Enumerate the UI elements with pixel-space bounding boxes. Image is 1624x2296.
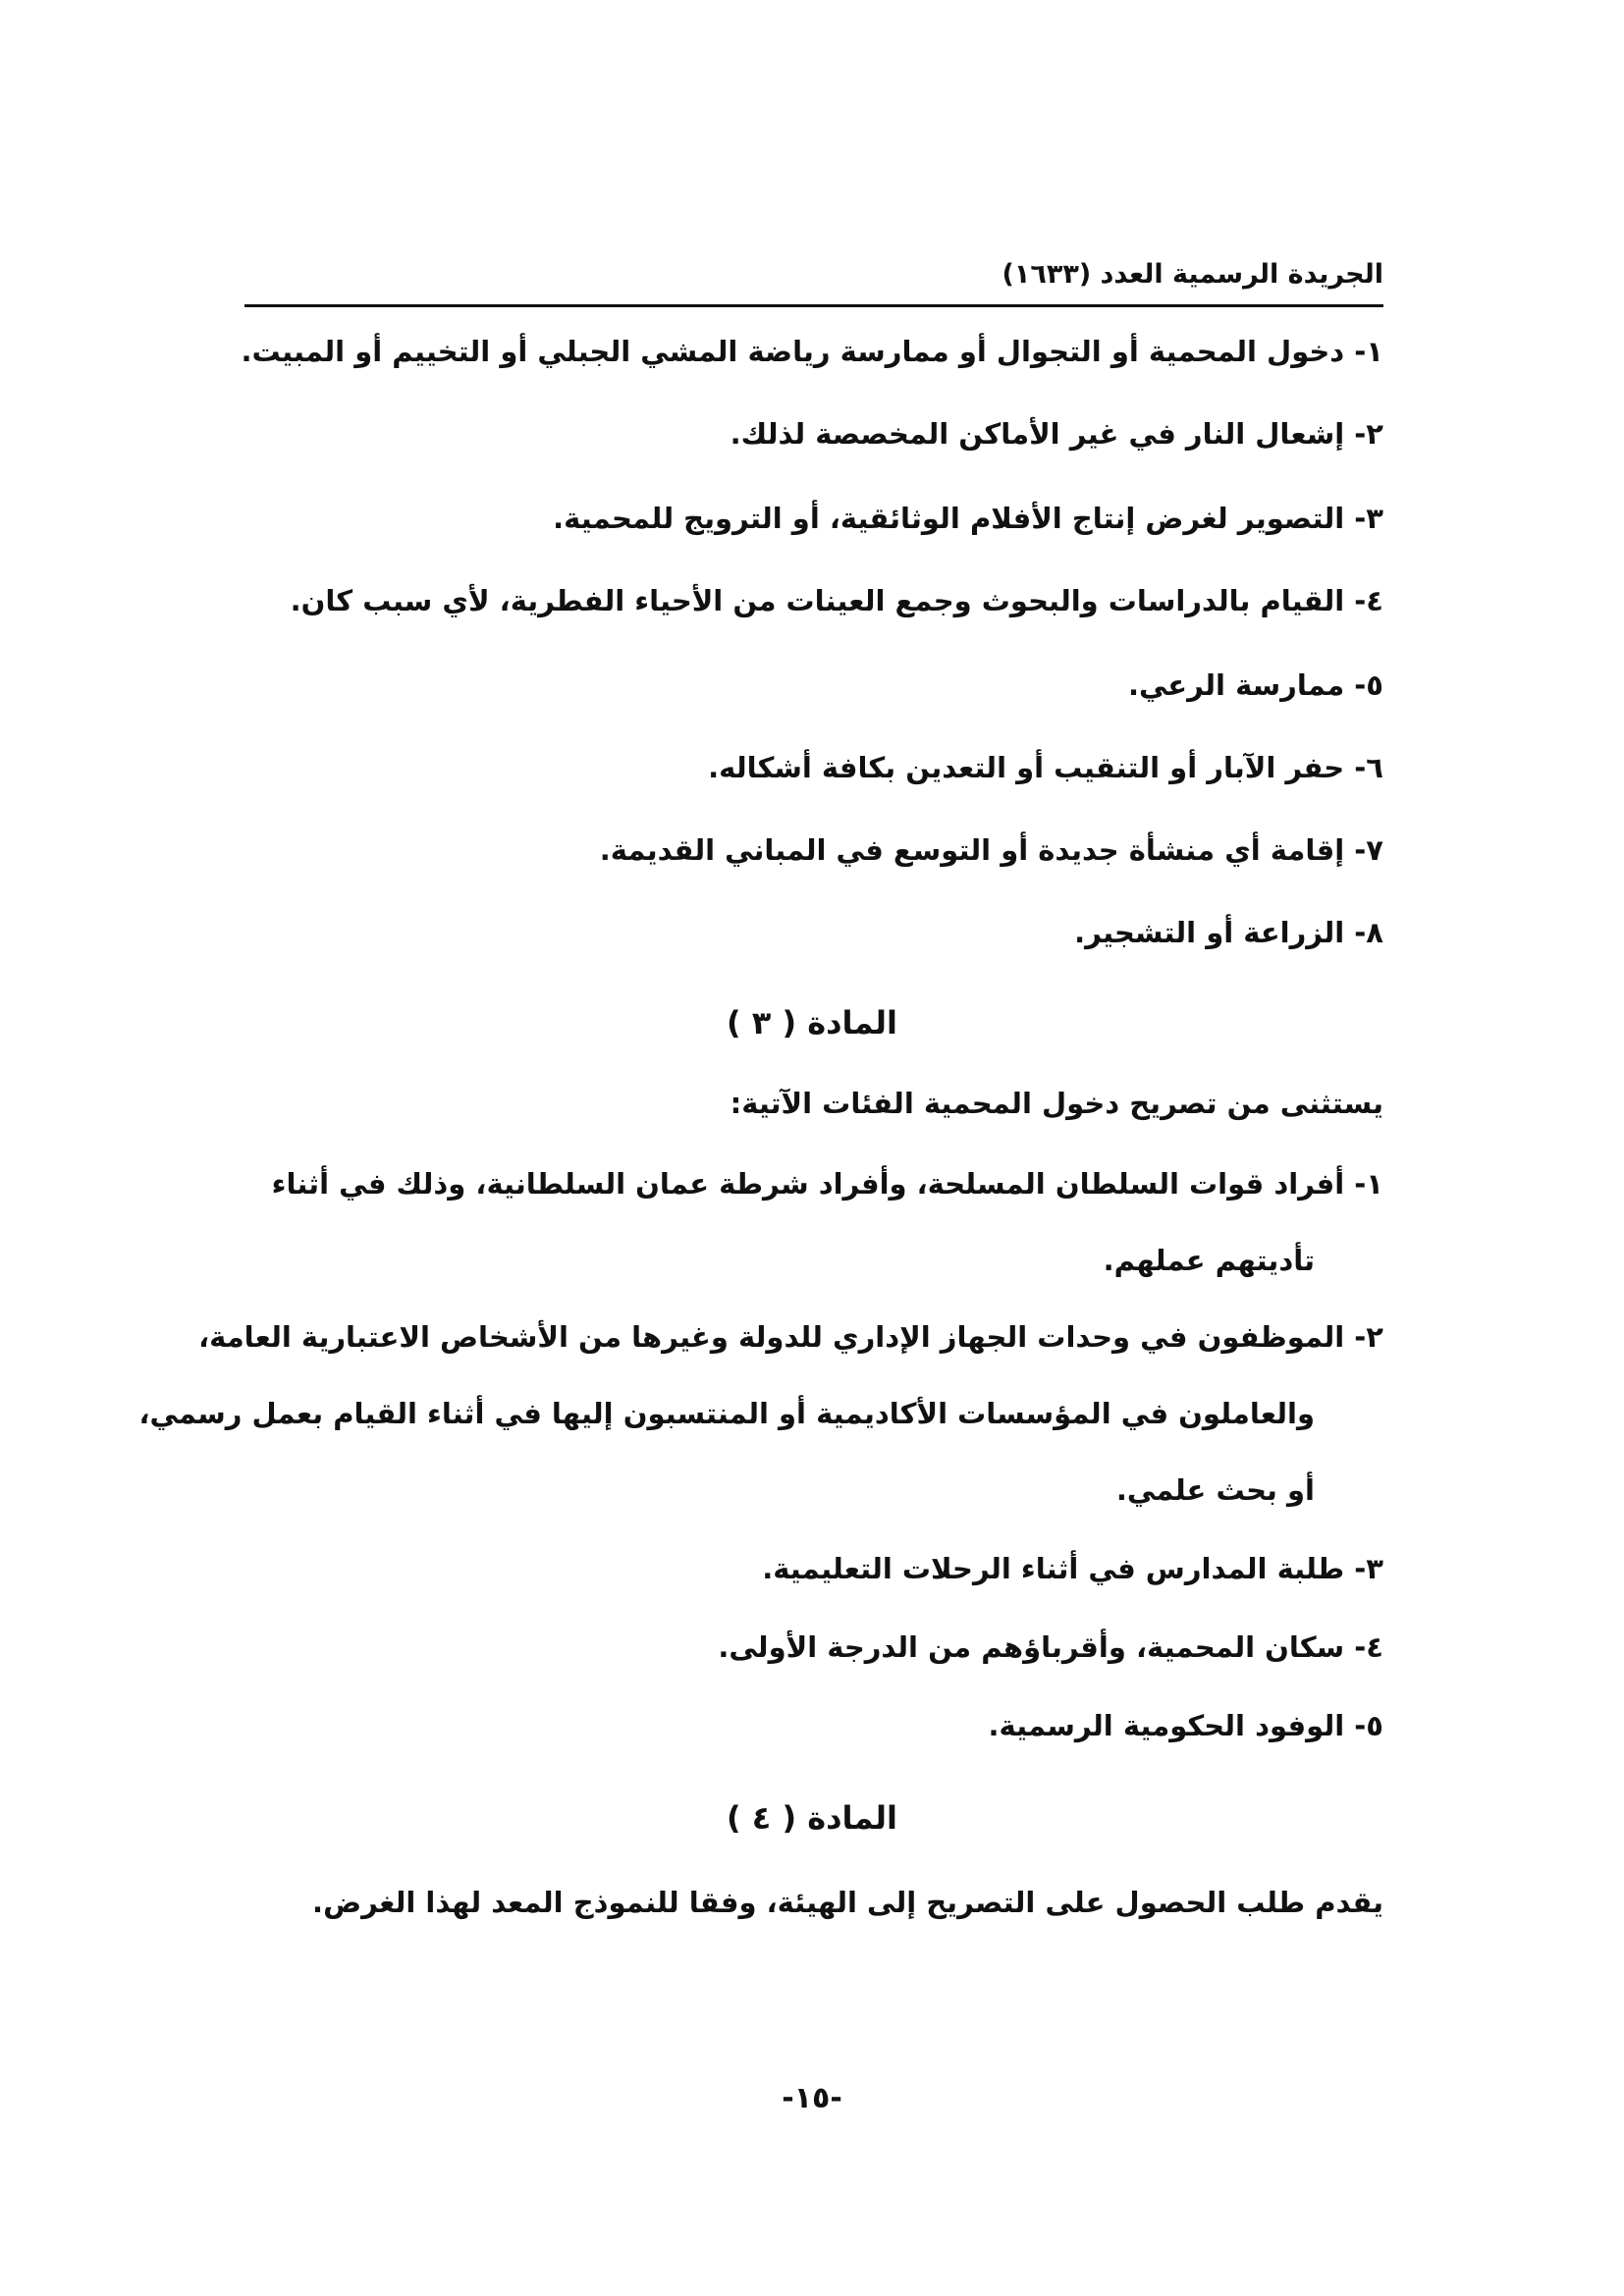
article-4-heading: المادة ( ٤ ) bbox=[727, 1799, 897, 1837]
list-item: ١- دخول المحمية أو التجوال أو ممارسة رياضة المشي الجبلي أو التخييم أو المبيت. bbox=[241, 335, 1383, 368]
list-item: ٦- حفر الآبار أو التنقيب أو التعدين بكافة أشكاله. bbox=[708, 751, 1383, 784]
article-3-intro: يستثنى من تصريح دخول المحمية الفئات الآتية: bbox=[730, 1087, 1383, 1120]
list-item: ٧- إقامة أي منشأة جديدة أو التوسع في المباني القديمة. bbox=[599, 833, 1383, 867]
article-4-text: يقدم طلب الحصول على التصريح إلى الهيئة، وفقا للنموذج المعد لهذا الغرض. bbox=[312, 1886, 1383, 1919]
list-item: ٥- ممارسة الرعي. bbox=[1127, 668, 1383, 702]
header-divider bbox=[244, 304, 1383, 307]
list-item-continuation: والعاملون في المؤسسات الأكاديمية أو المنتسبون إليها في أثناء القيام بعمل رسمي، bbox=[138, 1397, 1315, 1430]
list-item: ٢- الموظفون في وحدات الجهاز الإداري للدولة وغيرها من الأشخاص الاعتبارية العامة، bbox=[198, 1320, 1383, 1354]
list-item: ٣- طلبة المدارس في أثناء الرحلات التعليمية. bbox=[762, 1552, 1383, 1585]
list-item: ٣- التصوير لغرض إنتاج الأفلام الوثائقية، أو الترويج للمحمية. bbox=[553, 502, 1383, 535]
gazette-title: الجريدة الرسمية العدد (١٦٣٣) bbox=[1001, 259, 1383, 290]
list-item-continuation: تأديتهم عملهم. bbox=[1103, 1244, 1315, 1277]
list-item: ٢- إشعال النار في غير الأماكن المخصصة لذلك. bbox=[730, 417, 1383, 451]
page-header bbox=[244, 257, 1383, 306]
list-item: ٥- الوفود الحكومية الرسمية. bbox=[988, 1709, 1383, 1742]
page-number: -١٥- bbox=[782, 2081, 842, 2115]
list-item: ٤- القيام بالدراسات والبحوث وجمع العينات من الأحياء الفطرية، لأي سبب كان. bbox=[290, 584, 1383, 617]
list-item: ٤- سكان المحمية، وأقرباؤهم من الدرجة الأولى. bbox=[718, 1630, 1383, 1664]
article-3-heading: المادة ( ٣ ) bbox=[727, 1004, 897, 1041]
list-item-continuation: أو بحث علمي. bbox=[1115, 1473, 1315, 1507]
list-item: ١- أفراد قوات السلطان المسلحة، وأفراد شرطة عمان السلطانية، وذلك في أثناء bbox=[271, 1167, 1383, 1201]
list-item: ٨- الزراعة أو التشجير. bbox=[1074, 916, 1383, 949]
